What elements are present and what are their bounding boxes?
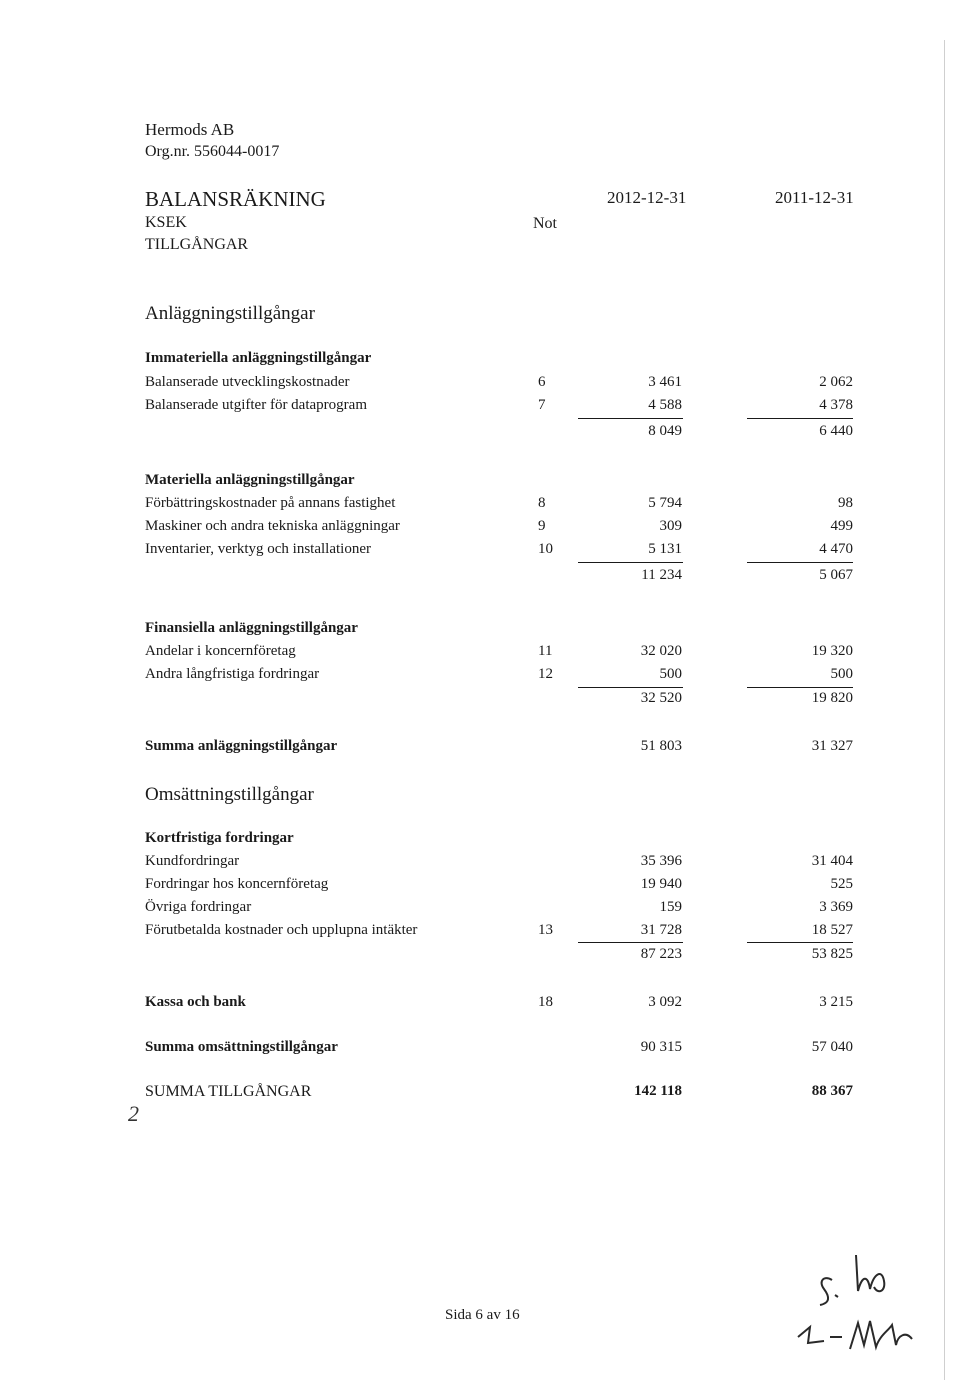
sum-fixed-assets-row [0, 738, 960, 760]
row-label: Andra långfristiga fordringar [145, 666, 320, 682]
subtotal-rule [747, 687, 853, 688]
sum-current-assets-row [0, 1039, 960, 1061]
row-label: SUMMA TILLGÅNGAR [145, 1083, 312, 1100]
row-value-2012: 32 020 [640, 643, 682, 659]
section-title-fixed-assets: Anläggningstillgångar [145, 303, 315, 324]
subtotal-value-2012: 11 234 [641, 567, 682, 583]
subtotal-value-2012: 8 049 [648, 423, 682, 439]
subtotal-rule [578, 942, 683, 943]
table-row [0, 518, 960, 540]
subtotal-rule [747, 418, 853, 419]
row-note: 8 [538, 495, 546, 511]
row-value-2011: 500 [830, 666, 853, 682]
table-row [0, 876, 960, 898]
subtotal-value-2011: 19 820 [811, 690, 853, 706]
row-value-2011: 18 527 [811, 922, 853, 938]
row-value-2012: 5 131 [648, 541, 682, 557]
section-title-current-assets: Omsättningstillgångar [145, 784, 314, 805]
row-label: Maskiner och andra tekniska anläggningar [145, 518, 400, 534]
group-heading-label: Finansiella anläggningstillgångar [145, 620, 358, 636]
row-label: Andelar i koncernföretag [145, 643, 296, 659]
subtotal-value-2011: 5 067 [819, 567, 853, 583]
subtotal-rule [747, 562, 853, 563]
column-header-2012: 2012-12-31 [607, 188, 687, 207]
row-note: 10 [538, 541, 553, 557]
row-value-2011: 19 320 [811, 643, 853, 659]
row-value-2011: 31 404 [811, 853, 853, 869]
row-value-2011: 3 369 [819, 899, 853, 915]
group-heading-financial [0, 620, 960, 642]
group-heading-label: Materiella anläggningstillgångar [145, 472, 355, 488]
subtotal-value-2012: 87 223 [640, 946, 682, 962]
row-value-2012: 159 [659, 899, 682, 915]
handwritten-signature-icon [780, 1245, 930, 1365]
assets-heading: TILLGÅNGAR [145, 236, 249, 253]
table-row [0, 899, 960, 921]
table-row [0, 922, 960, 944]
row-label: Kassa och bank [145, 994, 246, 1010]
row-value-2012: 309 [659, 518, 682, 534]
row-value-2012: 35 396 [640, 853, 682, 869]
row-value-2011: 4 378 [819, 397, 853, 413]
handwritten-page-mark: 2 [128, 1101, 139, 1126]
row-value-2011: 525 [830, 876, 853, 892]
row-label: Summa omsättningstillgångar [145, 1039, 338, 1055]
row-label: Förbättringskostnader på annans fastighet [145, 495, 396, 511]
subtotal-row [0, 946, 960, 968]
row-label: Förutbetalda kostnader och upplupna intäkter [145, 922, 418, 938]
row-value-2011: 98 [838, 495, 853, 511]
subtotal-value-2012: 32 520 [640, 690, 682, 706]
row-label: Balanserade utvecklingskostnader [145, 374, 350, 390]
row-value-2011: 2 062 [819, 374, 853, 390]
table-row [0, 541, 960, 563]
row-value-2011: 4 470 [819, 541, 853, 557]
row-note: 6 [538, 374, 546, 390]
subtotal-row [0, 423, 960, 445]
row-label: Fordringar hos koncernföretag [145, 876, 329, 892]
row-value-2012: 51 803 [640, 738, 682, 754]
table-row [0, 397, 960, 419]
group-heading-receivables [0, 830, 960, 852]
row-value-2012: 19 940 [640, 876, 682, 892]
row-note: 13 [538, 922, 553, 938]
table-row [0, 853, 960, 875]
org-number: Org.nr. 556044-0017 [145, 143, 280, 160]
table-row [0, 495, 960, 517]
row-note: 11 [538, 643, 553, 659]
row-label: Övriga fordringar [145, 899, 252, 915]
row-value-2011: 88 367 [811, 1083, 853, 1099]
subtotal-rule [578, 687, 683, 688]
row-note: 9 [538, 518, 546, 534]
company-name: Hermods AB [145, 120, 235, 139]
row-value-2012: 500 [659, 666, 682, 682]
row-value-2011: 31 327 [811, 738, 853, 754]
note-column-header: Not [533, 215, 557, 232]
row-value-2012: 31 728 [640, 922, 682, 938]
row-value-2012: 3 092 [648, 994, 682, 1010]
row-value-2012: 4 588 [648, 397, 682, 413]
subtotal-row [0, 690, 960, 712]
column-header-2011: 2011-12-31 [775, 188, 854, 207]
row-note: 7 [538, 397, 546, 413]
row-value-2012: 3 461 [648, 374, 682, 390]
row-value-2012: 142 118 [634, 1083, 682, 1099]
subtotal-rule [578, 562, 683, 563]
row-note: 12 [538, 666, 553, 682]
subtotal-rule [578, 418, 683, 419]
cash-row [0, 994, 960, 1016]
row-value-2011: 57 040 [811, 1039, 853, 1055]
row-value-2011: 499 [830, 518, 853, 534]
subtotal-value-2011: 53 825 [811, 946, 853, 962]
subtotal-rule [747, 942, 853, 943]
total-assets-row [0, 1083, 960, 1105]
row-note: 18 [538, 994, 553, 1010]
row-label: Balanserade utgifter för dataprogram [145, 397, 367, 413]
group-heading-tangible [0, 472, 960, 494]
table-row [0, 374, 960, 396]
group-heading-label: Immateriella anläggningstillgångar [145, 350, 372, 366]
row-label: Kundfordringar [145, 853, 240, 869]
subtotal-row [0, 567, 960, 589]
row-value-2012: 5 794 [648, 495, 682, 511]
subtotal-value-2011: 6 440 [819, 423, 853, 439]
row-value-2012: 90 315 [640, 1039, 682, 1055]
page-title: BALANSRÄKNING [145, 187, 326, 211]
currency-label: KSEK [145, 214, 187, 231]
group-heading-label: Kortfristiga fordringar [145, 830, 294, 846]
row-label: Summa anläggningstillgångar [145, 738, 338, 754]
row-label: Inventarier, verktyg och installationer [145, 541, 371, 557]
group-heading-intangible [0, 350, 960, 372]
page-number: Sida 6 av 16 [445, 1307, 520, 1323]
row-value-2011: 3 215 [819, 994, 853, 1010]
table-row [0, 643, 960, 665]
table-row [0, 666, 960, 688]
